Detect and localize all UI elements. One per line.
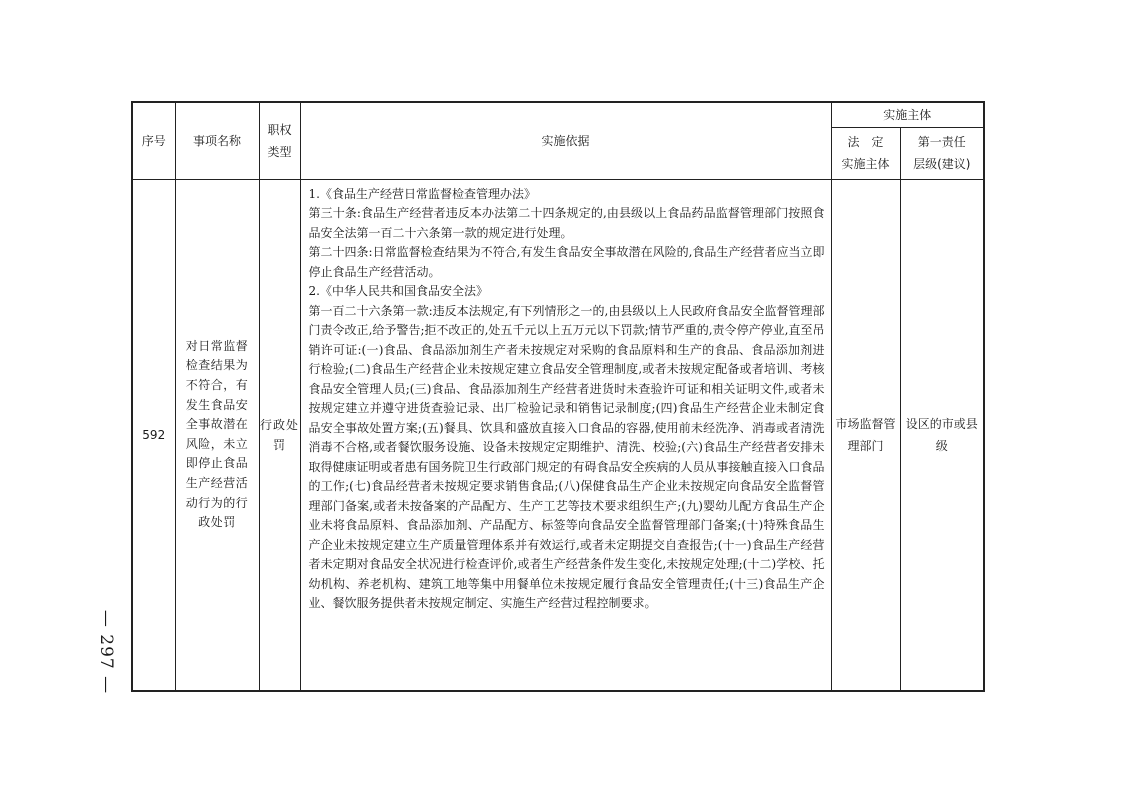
row-item-name: 对日常监督检查结果为不符合，有发生食品安全事故潜在风险，未立即停止食品生产经营活动行为的行政处罚 bbox=[175, 179, 259, 691]
basis-line: 第一百二十六条第一款:违反本法规定,有下列情形之一的,由县级以上人民政府食品安全监督管理部门责令改正,给予警告;拒不改正的,处五千元以上五万元以下罚款;情节严重的,责令停产停业,直至吊销许可证:(一)食品、食品添加剂生产者未按规定对采购的食品原料和生产的食品、食品添加剂进行检验;(二)食品生产经营企业未按规定建立食品安全管理制度,或者未按规定配备或者培训、考核食品安全管理人员;(三)食品、食品添加剂生产经营者进货时未查验许可证和相关证明文件,或者未按规定建立并遵守进货查验记录、出厂检验记录和销售记录制度;(四)食品生产经营企业未制定食品安全事故处置方案;(五)餐具、饮具和盛放直接入口食品的容器,使用前未经洗净、消毒或者清洗消毒不合格,或者餐饮服务设施、设备未按规定定期维护、清洗、校验;(六)食品生产经营者安排未取得健康证明或者患有国务院卫生行政部门规定的有碍食品安全疾病的人员从事接触直接入口食品的工作;(七)食品经营者未按规定要求销售食品;(八)保健食品生产企业未按规定向食品安全监督管理部门备案,或者未按备案的产品配方、生产工艺等技术要求组织生产;(九)婴幼儿配方食品生产企业未将食品原料、食品添加剂、产品配方、标签等向食品安全监督管理部门备案;(十)特殊食品生产企业未按规定建立生产质量管理体系并有效运行,或者未定期提交自查报告;(十一)食品生产经营者未定期对食品安全状况进行检查评价,或者生产经营条件发生变化,未按规定处理;(十二)学校、托幼机构、养老机构、建筑工地等集中用餐单位未按规定履行食品安全管理责任;(十三)食品生产企业、餐饮服务提供者未按规定制定、实施生产经营过程控制要求。 bbox=[308, 303, 825, 610]
header-subject: 实施主体 bbox=[831, 102, 984, 127]
header-legal-subject: 法 定 实施主体 bbox=[831, 127, 900, 179]
basis-line: 1.《食品生产经营日常监督检查管理办法》 bbox=[308, 186, 536, 201]
authority-table bbox=[131, 101, 985, 692]
row-legal-subject: 市场监督管理部门 bbox=[831, 179, 900, 691]
header-authority-type: 职权 类型 bbox=[259, 102, 300, 179]
row-responsibility-level: 设区的市或县级 bbox=[900, 179, 984, 691]
table-row bbox=[132, 179, 984, 691]
basis-line: 2.《中华人民共和国食品安全法》 bbox=[308, 284, 488, 298]
row-authority-type: 行政处罚 bbox=[259, 179, 300, 691]
basis-line: 第二十四条:日常监督检查结果为不符合,有发生食品安全事故潜在风险的,食品生产经营者应当立即停止食品生产经营活动。 bbox=[308, 245, 825, 279]
row-seq: 592 bbox=[132, 179, 175, 691]
basis-line: 第三十条:食品生产经营者违反本办法第二十四条规定的,由县级以上食品药品监督管理部门按照食品安全法第一百二十六条第一款的规定进行处理。 bbox=[308, 206, 825, 240]
header-responsibility-level: 第一责任 层级(建议) bbox=[900, 127, 984, 179]
header-seq: 序号 bbox=[132, 102, 175, 179]
header-basis: 实施依据 bbox=[300, 102, 831, 179]
row-basis bbox=[300, 179, 831, 691]
page-number: — 297 — bbox=[96, 609, 117, 695]
header-item-name: 事项名称 bbox=[175, 102, 259, 179]
